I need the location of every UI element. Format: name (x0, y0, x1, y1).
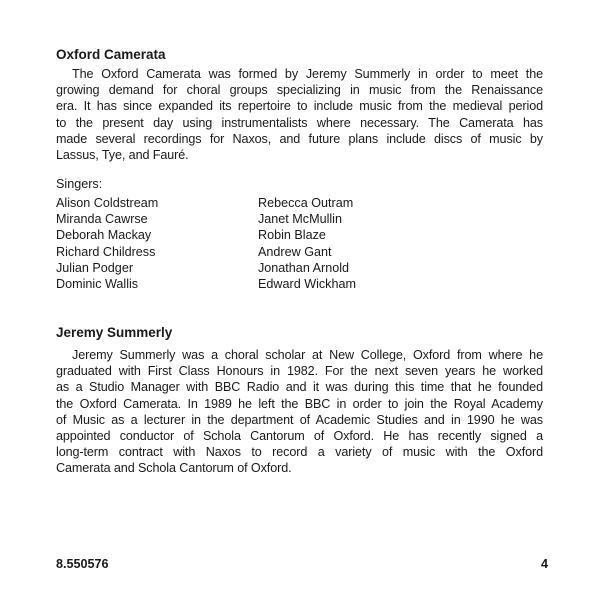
paragraph-line: graduated with First Class Honours in 1982. For the next seven years he worked (56, 364, 543, 379)
paragraph-line: The Oxford Camerata was formed by Jeremy Summerly in order to meet the (72, 67, 543, 81)
singer-name: Andrew Gant (258, 244, 332, 259)
singer-name: Robin Blaze (258, 228, 326, 243)
singer-name: Alison Coldstream (56, 196, 159, 210)
paragraph-line: to the present day using instrumentalists where necessary. The Camerata has (56, 115, 543, 130)
paragraph-line: long-term contract with Naxos to record a variety of music with the Oxford (56, 445, 543, 460)
singers-list-left (56, 195, 158, 292)
paragraph-line: Camerata and Schola Cantorum of Oxford. (56, 461, 292, 476)
paragraph-line: Lassus, Tye, and Fauré. (56, 148, 189, 163)
singers-list-right (258, 195, 356, 292)
catalog-number: 8.550576 (56, 557, 109, 571)
paragraph-line: as a Studio Manager with BBC Radio and it was during this time that he founded (56, 380, 543, 395)
singer-name: Dominic Wallis (56, 277, 139, 292)
singer-name: Richard Childress (56, 244, 156, 259)
jeremy-summerly-paragraph (56, 347, 543, 477)
paragraph-line: era. It has since expanded its repertoire to include music from the medieval period (56, 99, 543, 114)
page-number: 4 (541, 557, 549, 571)
paragraph-line: of Music as a lecturer in the department of Academic Studies and in 1990 he was (56, 412, 543, 427)
singer-name: Deborah Mackay (56, 228, 152, 243)
singer-name: Jonathan Arnold (258, 260, 350, 275)
singer-name: Janet McMullin (258, 212, 342, 227)
section-title-jeremy-summerly: Jeremy Summerly (56, 325, 173, 340)
paragraph-line: Jeremy Summerly was a choral scholar at New College, Oxford from where he (72, 348, 543, 362)
singer-name: Julian Podger (56, 260, 134, 275)
oxford-camerata-paragraph (56, 66, 543, 163)
singer-name: Rebecca Outram (258, 196, 354, 210)
singers-label: Singers: (56, 177, 103, 191)
singer-name: Miranda Cawrse (56, 212, 148, 227)
singer-name: Edward Wickham (258, 277, 356, 292)
paragraph-line: appointed conductor of Schola Cantorum of Oxford. He has recently signed a (56, 429, 543, 444)
paragraph-line: growing demand for choral groups specializing in music from the Renaissance (56, 83, 543, 98)
paragraph-line: made several recordings for Naxos, and future plans include discs of music by (56, 131, 543, 146)
section-title-oxford-camerata: Oxford Camerata (56, 47, 166, 62)
paragraph-line: the Oxford Camerata. In 1989 he left the BBC in order to join the Royal Academy (56, 396, 543, 411)
